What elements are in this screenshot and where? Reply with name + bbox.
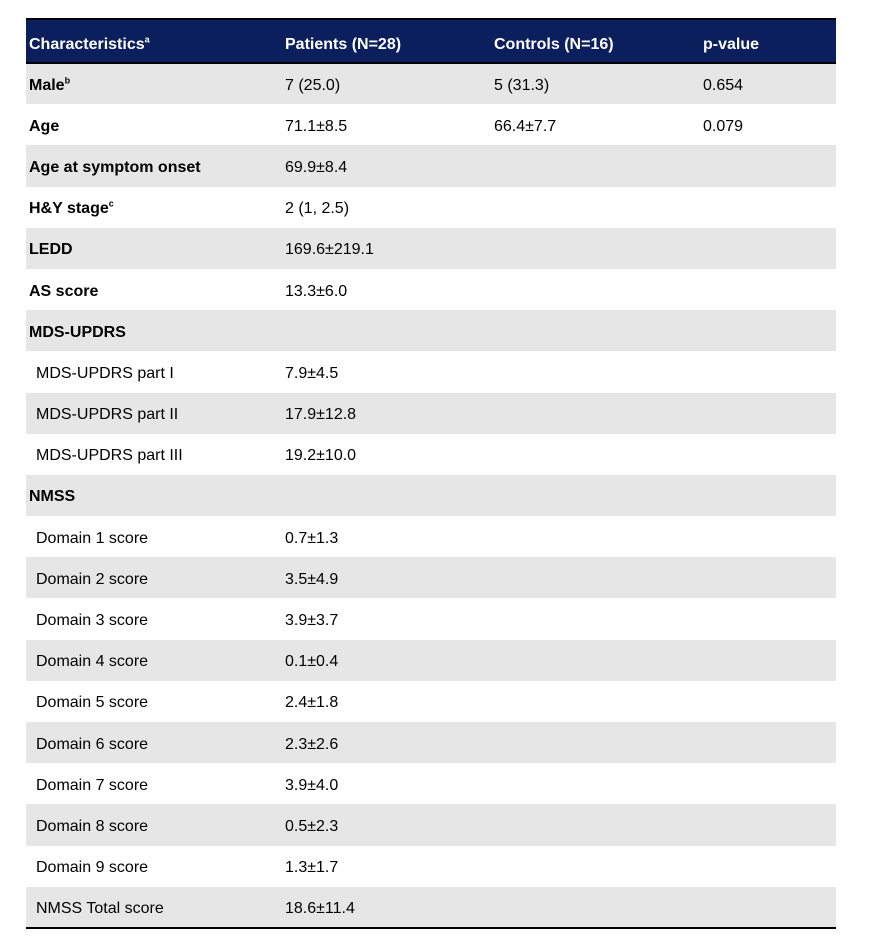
row-label [26, 846, 282, 887]
section-label-mds-updrs [26, 310, 282, 351]
row-label-text: Domain 1 score [36, 529, 149, 547]
table-body [26, 63, 836, 928]
characteristics-table [26, 18, 836, 929]
row-label [26, 598, 282, 639]
cell-controls [491, 145, 700, 186]
table-row [26, 104, 836, 145]
row-label-sup: c [108, 198, 114, 209]
cell-pvalue [700, 434, 836, 475]
row-label-sup: b [64, 75, 71, 86]
row-label-text: Male [29, 77, 65, 95]
table-row-section [26, 475, 836, 516]
row-label [26, 104, 282, 145]
cell-pvalue [700, 846, 836, 887]
table-row [26, 640, 836, 681]
cell-patients: 18.6±11.4 [285, 899, 355, 917]
cell-pvalue [700, 310, 836, 351]
cell-pvalue [700, 228, 836, 269]
table-row [26, 145, 836, 186]
cell-controls: 66.4±7.7 [494, 117, 557, 135]
cell-controls [491, 269, 700, 310]
section-label-nmss [26, 475, 282, 516]
row-label [26, 557, 282, 598]
cell-pvalue [700, 598, 836, 639]
table-row [26, 269, 836, 310]
cell-controls [491, 763, 700, 804]
row-label-text: LEDD [29, 241, 73, 259]
cell-patients: 13.3±6.0 [285, 282, 348, 300]
cell-controls [491, 228, 700, 269]
row-label-text: Age at symptom onset [29, 158, 201, 176]
row-label [26, 887, 282, 928]
cell-pvalue [700, 475, 836, 516]
table-row [26, 516, 836, 557]
row-label-text: Domain 6 score [36, 735, 149, 753]
table-header [26, 19, 836, 63]
table-row [26, 351, 836, 392]
row-label-text: Domain 7 score [36, 776, 149, 794]
cell-pvalue [700, 887, 836, 928]
row-label [26, 228, 282, 269]
cell-pvalue [700, 393, 836, 434]
cell-pvalue [700, 557, 836, 598]
table-row [26, 228, 836, 269]
cell-patients: 2 (1, 2.5) [285, 200, 350, 218]
row-label-text: H&Y stage [29, 200, 109, 218]
row-label-text: Domain 8 score [36, 817, 149, 835]
table-row [26, 598, 836, 639]
row-label [26, 63, 282, 104]
cell-pvalue [700, 640, 836, 681]
row-label [26, 722, 282, 763]
row-label [26, 681, 282, 722]
row-label [26, 763, 282, 804]
row-label [26, 434, 282, 475]
row-label-text: Domain 2 score [36, 570, 149, 588]
cell-controls [491, 681, 700, 722]
cell-pvalue [700, 145, 836, 186]
cell-pvalue [700, 351, 836, 392]
cell-pvalue [700, 722, 836, 763]
row-label [26, 804, 282, 845]
cell-patients: 3.5±4.9 [285, 570, 339, 588]
table-row [26, 763, 836, 804]
cell-controls [491, 598, 700, 639]
row-label-text: MDS-UPDRS part III [36, 447, 183, 465]
cell-controls [491, 310, 700, 351]
cell-patients: 71.1±8.5 [285, 117, 348, 135]
cell-pvalue [700, 763, 836, 804]
cell-patients: 2.4±1.8 [285, 694, 339, 712]
row-label [26, 516, 282, 557]
header-pvalue: p-value [700, 19, 836, 63]
cell-patients: 0.1±0.4 [285, 653, 339, 671]
row-label-text: NMSS Total score [36, 899, 164, 917]
cell-controls [491, 804, 700, 845]
table-row [26, 722, 836, 763]
cell-patients: 7 (25.0) [285, 77, 341, 95]
cell-controls [491, 722, 700, 763]
cell-patients: 7.9±4.5 [285, 364, 339, 382]
cell-pvalue: 0.079 [703, 117, 744, 135]
table-row [26, 187, 836, 228]
cell-controls [491, 187, 700, 228]
row-label-text: Age [29, 117, 60, 135]
table-row-section [26, 310, 836, 351]
table-row [26, 434, 836, 475]
cell-pvalue [700, 187, 836, 228]
table-row [26, 393, 836, 434]
cell-pvalue: 0.654 [703, 77, 744, 95]
cell-patients: 0.7±1.3 [285, 529, 339, 547]
cell-pvalue [700, 516, 836, 557]
row-label-text: MDS-UPDRS [29, 323, 126, 341]
cell-patients: 69.9±8.4 [285, 158, 348, 176]
row-label [26, 393, 282, 434]
table-row-total [26, 887, 836, 928]
header-characteristics-text: Characteristics [29, 36, 145, 53]
cell-controls [491, 475, 700, 516]
cell-controls [491, 846, 700, 887]
row-label-text: MDS-UPDRS part II [36, 406, 179, 424]
table-row [26, 63, 836, 104]
cell-controls [491, 393, 700, 434]
header-controls: Controls (N=16) [491, 19, 700, 63]
cell-pvalue [700, 804, 836, 845]
header-characteristics [26, 19, 282, 63]
cell-controls [491, 557, 700, 598]
header-row [26, 19, 836, 63]
cell-patients: 2.3±2.6 [285, 735, 339, 753]
cell-controls [491, 434, 700, 475]
cell-patients: 3.9±3.7 [285, 612, 339, 630]
cell-pvalue [700, 269, 836, 310]
cell-patients: 3.9±4.0 [285, 776, 339, 794]
cell-controls [491, 640, 700, 681]
row-label-text: Domain 3 score [36, 612, 149, 630]
cell-patients: 19.2±10.0 [285, 447, 357, 465]
row-label-text: Domain 5 score [36, 694, 149, 712]
cell-controls [491, 887, 700, 928]
row-label [26, 145, 282, 186]
table-row [26, 557, 836, 598]
row-label [26, 187, 282, 228]
cell-controls [491, 351, 700, 392]
row-label-text: Domain 4 score [36, 653, 149, 671]
cell-patients: 169.6±219.1 [285, 241, 374, 259]
cell-controls [491, 516, 700, 557]
row-label [26, 640, 282, 681]
cell-patients [282, 310, 491, 351]
row-label-text: NMSS [29, 488, 76, 506]
cell-patients: 1.3±1.7 [285, 859, 339, 877]
table-row [26, 804, 836, 845]
header-patients: Patients (N=28) [282, 19, 491, 63]
cell-patients: 17.9±12.8 [285, 406, 357, 424]
row-label-text: AS score [29, 282, 99, 300]
cell-controls: 5 (31.3) [494, 77, 550, 95]
header-characteristics-sup: a [144, 34, 150, 45]
row-label [26, 351, 282, 392]
cell-patients [282, 475, 491, 516]
row-label-text: MDS-UPDRS part I [36, 364, 174, 382]
table-row [26, 846, 836, 887]
cell-patients: 0.5±2.3 [285, 817, 339, 835]
table-row [26, 681, 836, 722]
row-label [26, 269, 282, 310]
cell-pvalue [700, 681, 836, 722]
row-label-text: Domain 9 score [36, 859, 149, 877]
